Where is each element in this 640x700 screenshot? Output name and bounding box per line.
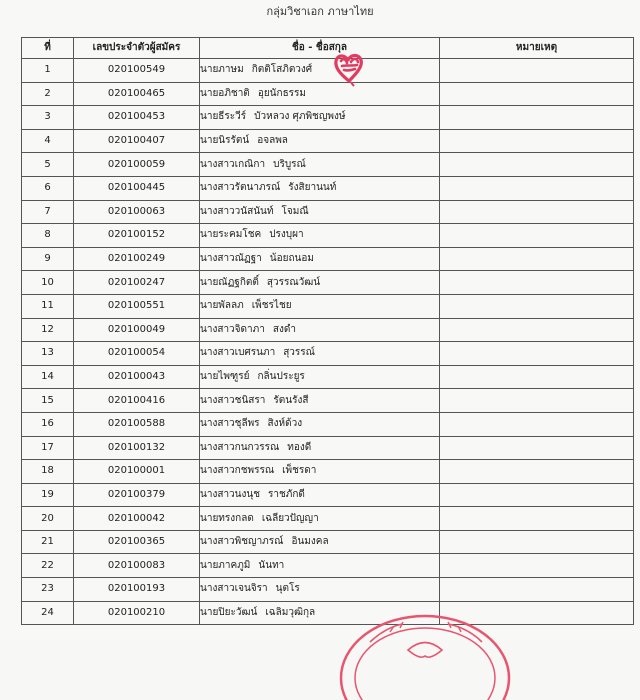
first-name: นายธีระวีร์ (200, 111, 247, 123)
row-number: 4 (22, 129, 74, 153)
table-row (22, 601, 634, 625)
table-row (22, 365, 634, 389)
full-name (200, 271, 440, 295)
row-number: 14 (22, 365, 74, 389)
last-name: กิตติโสภิตวงศ์ (251, 64, 313, 76)
table-row (22, 153, 634, 177)
first-name: นางสาวเจนจิรา (200, 583, 268, 595)
last-name: สิงห์ด้วง (267, 418, 303, 430)
applicant-id: 020100551 (74, 294, 200, 318)
table-row (22, 507, 634, 531)
last-name: สุวรรณ์ (283, 347, 315, 359)
full-name (200, 153, 440, 177)
last-name: นุตโร (275, 583, 300, 595)
last-name: อินมงคล (291, 536, 329, 548)
last-name: เฉลียวปัญญา (261, 512, 319, 524)
applicant-id: 020100049 (74, 318, 200, 342)
note-cell (440, 59, 634, 83)
applicant-id: 020100063 (74, 200, 200, 224)
last-name: ทองดี (287, 441, 312, 453)
last-name: น้อยถนอม (269, 253, 314, 265)
full-name (200, 59, 440, 83)
first-name: นางสาวชุลีพร (200, 418, 260, 430)
last-name: ราชภักดี (268, 488, 305, 500)
full-name (200, 412, 440, 436)
last-name: อุยนักธรรม (257, 87, 307, 99)
table-row (22, 176, 634, 200)
first-name: นายไพฑูรย์ (200, 371, 250, 383)
note-cell (440, 106, 634, 130)
note-cell (440, 153, 634, 177)
table-row (22, 82, 634, 106)
last-name: เฉลิมวุฒิกุล (265, 606, 316, 618)
official-seal-stamp (330, 590, 520, 700)
first-name: นายปิยะวัฒน์ (200, 606, 258, 618)
full-name (200, 507, 440, 531)
row-number: 5 (22, 153, 74, 177)
first-name: นางสาวจิดาภา (200, 323, 265, 335)
row-number: 11 (22, 294, 74, 318)
table-row (22, 483, 634, 507)
note-cell (440, 318, 634, 342)
row-number: 17 (22, 436, 74, 460)
applicant-id: 020100445 (74, 176, 200, 200)
row-number: 7 (22, 200, 74, 224)
applicant-id: 020100210 (74, 601, 200, 625)
note-cell (440, 436, 634, 460)
note-cell (440, 507, 634, 531)
note-cell (440, 554, 634, 578)
row-number: 6 (22, 176, 74, 200)
first-name: นายนิรรัตน์ (200, 135, 250, 147)
applicant-id: 020100193 (74, 578, 200, 602)
applicant-id: 020100152 (74, 224, 200, 248)
row-number: 13 (22, 342, 74, 366)
last-name: รัตนรังสี (273, 394, 309, 406)
table-row (22, 342, 634, 366)
note-cell (440, 530, 634, 554)
first-name: นางสาวณัฏฐา (200, 253, 262, 265)
row-number: 24 (22, 601, 74, 625)
row-number: 22 (22, 554, 74, 578)
table-row (22, 247, 634, 271)
applicant-id: 020100249 (74, 247, 200, 271)
applicant-id: 020100059 (74, 153, 200, 177)
first-name: นายระคมโชค (200, 229, 262, 241)
header-name: ชื่อ - ชื่อสกุล (200, 38, 440, 59)
applicant-id: 020100379 (74, 483, 200, 507)
first-name: นายณัฏฐกิตติ์ (200, 276, 259, 288)
header-id: เลขประจำตัวผู้สมัคร (74, 38, 200, 59)
row-number: 8 (22, 224, 74, 248)
row-number: 10 (22, 271, 74, 295)
table-row (22, 554, 634, 578)
table-row (22, 294, 634, 318)
applicant-id: 020100001 (74, 460, 200, 484)
note-cell (440, 342, 634, 366)
full-name (200, 247, 440, 271)
last-name: โจมณี (281, 205, 309, 217)
first-name: นายทรงกลด (200, 512, 254, 524)
table-body (22, 59, 634, 625)
first-name: นางสาวเกณิกา (200, 158, 266, 170)
last-name: เพ็ชรไชย (251, 300, 292, 312)
applicant-id: 020100365 (74, 530, 200, 554)
table-row (22, 59, 634, 83)
applicant-id: 020100132 (74, 436, 200, 460)
note-cell (440, 460, 634, 484)
applicant-id: 020100465 (74, 82, 200, 106)
note-cell (440, 247, 634, 271)
note-cell (440, 200, 634, 224)
candidate-table (21, 37, 634, 625)
note-cell (440, 365, 634, 389)
applicant-id: 020100416 (74, 389, 200, 413)
applicant-id: 020100043 (74, 365, 200, 389)
full-name (200, 106, 440, 130)
first-name: นายภาษม (200, 64, 244, 76)
row-number: 1 (22, 59, 74, 83)
last-name: ปรงบุผา (269, 229, 304, 241)
table-row (22, 318, 634, 342)
page-title: กลุ่มวิชาเอก ภาษาไทย (266, 5, 374, 18)
first-name: นางสาวพิชญาภรณ์ (200, 536, 284, 548)
table-row (22, 460, 634, 484)
full-name (200, 436, 440, 460)
row-number: 16 (22, 412, 74, 436)
first-name: นางสาวกนกวรรณ (200, 441, 280, 453)
full-name (200, 483, 440, 507)
first-name: นางสาวชนิสรา (200, 394, 266, 406)
full-name (200, 342, 440, 366)
last-name: อจลพล (257, 135, 288, 147)
header-no: ที่ (22, 38, 74, 59)
note-cell (440, 294, 634, 318)
first-name: นางสาววนัสนันท์ (200, 205, 274, 217)
note-cell (440, 389, 634, 413)
row-number: 23 (22, 578, 74, 602)
full-name (200, 200, 440, 224)
row-number: 9 (22, 247, 74, 271)
first-name: นางสาวรัตนาภรณ์ (200, 182, 281, 194)
applicant-id: 020100588 (74, 412, 200, 436)
full-name (200, 318, 440, 342)
row-number: 19 (22, 483, 74, 507)
table-row (22, 436, 634, 460)
last-name: เพ็ชรดา (282, 465, 317, 477)
applicant-id: 020100042 (74, 507, 200, 531)
note-cell (440, 271, 634, 295)
full-name (200, 176, 440, 200)
first-name: นายอภิชาติ (200, 87, 250, 99)
table-row (22, 412, 634, 436)
first-name: นางสาวเบศรนภา (200, 347, 276, 359)
row-number: 21 (22, 530, 74, 554)
applicant-id: 020100549 (74, 59, 200, 83)
applicant-id: 020100054 (74, 342, 200, 366)
note-cell (440, 412, 634, 436)
row-number: 2 (22, 82, 74, 106)
header-note: หมายเหตุ (440, 38, 634, 59)
applicant-id: 020100083 (74, 554, 200, 578)
first-name: นายภาคภูมิ (200, 559, 251, 571)
full-name (200, 294, 440, 318)
note-cell (440, 224, 634, 248)
full-name (200, 554, 440, 578)
last-name: สงดำ (272, 323, 296, 335)
full-name (200, 460, 440, 484)
last-name: นันทา (258, 559, 285, 571)
row-number: 12 (22, 318, 74, 342)
note-cell (440, 82, 634, 106)
last-name: บัวหลวง ศุภพิชญพงษ์ (254, 111, 346, 123)
full-name (200, 129, 440, 153)
full-name (200, 224, 440, 248)
row-number: 15 (22, 389, 74, 413)
full-name (200, 82, 440, 106)
table-row (22, 106, 634, 130)
full-name (200, 530, 440, 554)
note-cell (440, 129, 634, 153)
table-row (22, 271, 634, 295)
last-name: สุวรรณวัฒน์ (266, 276, 321, 288)
last-name: บริบูรณ์ (273, 158, 306, 170)
last-name: กลิ่นประยูร (257, 371, 305, 383)
first-name: นางสาวกชพรรณ (200, 465, 275, 477)
table-header-row (22, 38, 634, 59)
full-name (200, 389, 440, 413)
row-number: 3 (22, 106, 74, 130)
row-number: 20 (22, 507, 74, 531)
table-row (22, 578, 634, 602)
table-row (22, 200, 634, 224)
table-row (22, 129, 634, 153)
first-name: นายพัลลภ (200, 300, 244, 312)
applicant-id: 020100453 (74, 106, 200, 130)
applicant-id: 020100407 (74, 129, 200, 153)
table-row (22, 530, 634, 554)
table-row (22, 389, 634, 413)
note-cell (440, 483, 634, 507)
heart-icon (333, 51, 365, 87)
table-row (22, 224, 634, 248)
row-number: 18 (22, 460, 74, 484)
last-name: รังสิยานนท์ (288, 182, 337, 194)
full-name (200, 365, 440, 389)
first-name: นางสาวนงนุช (200, 488, 261, 500)
note-cell (440, 176, 634, 200)
applicant-id: 020100247 (74, 271, 200, 295)
